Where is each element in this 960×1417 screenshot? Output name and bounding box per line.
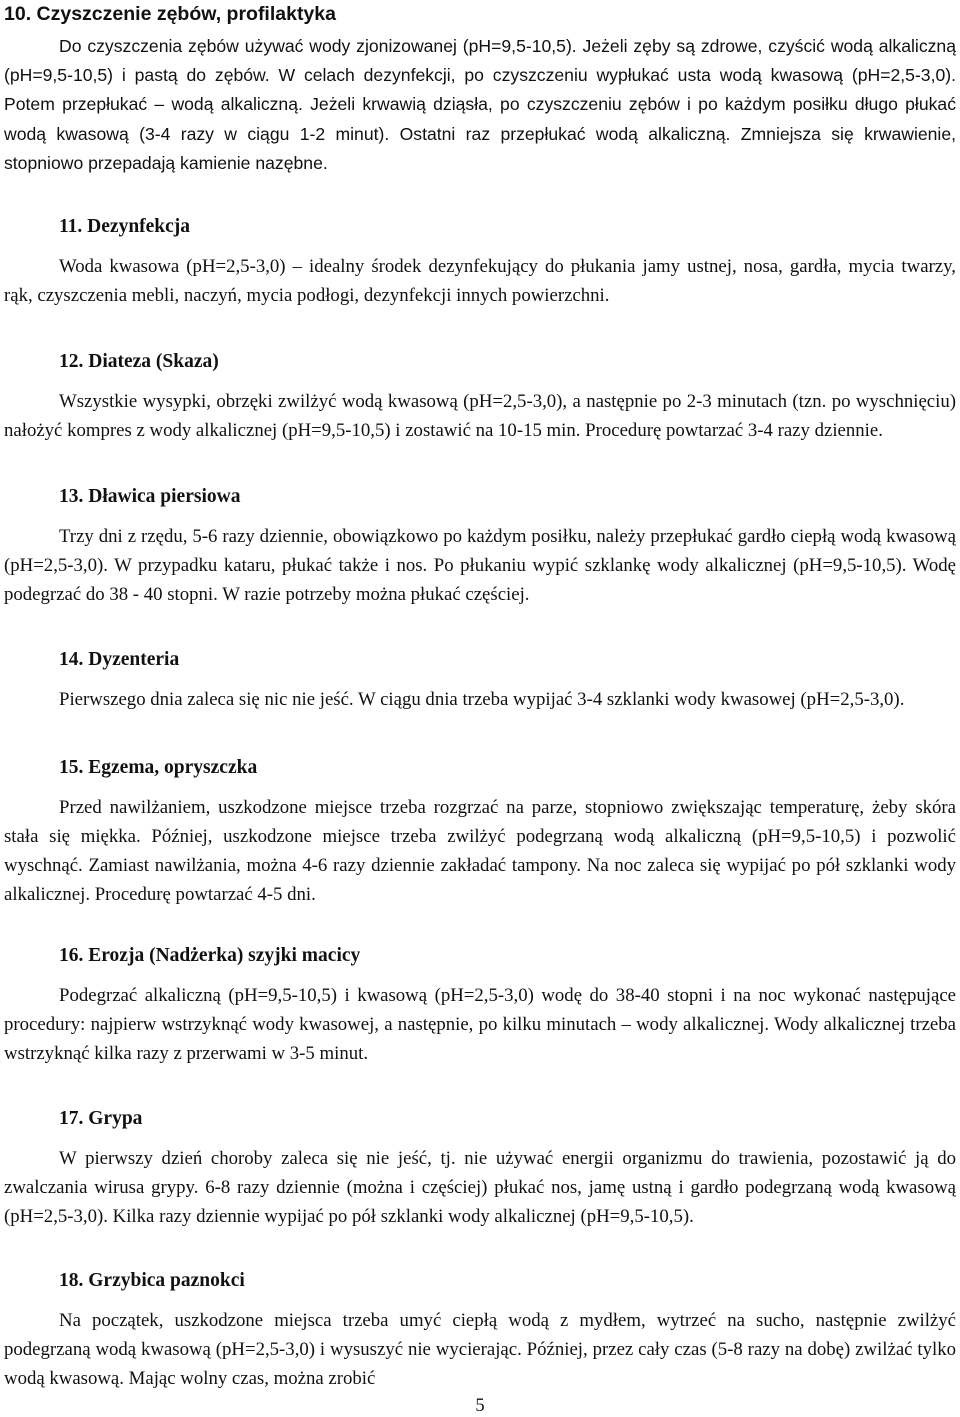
section-title: 11. Dezynfekcja — [59, 216, 191, 237]
section-paragraph: Wszystkie wysypki, obrzęki zwilżyć wodą kwasową (pH=2,5-3,0), a następnie po 2-3 minutach (tzn. po wyschnięciu) nałożyć kompres z wody alkalicznej (pH=9,5-10,5) i zostawić na 10-15 min. Procedurę powtarzać 3-4 razy dziennie. — [4, 391, 956, 441]
section-13 — [4, 484, 956, 610]
section-paragraph: Pierwszego dnia zaleca się nic nie jeść. W ciągu dnia trzeba wypijać 3-4 szklanki wody kwasowej (pH=2,5-3,0). — [59, 689, 905, 710]
section-paragraph: Trzy dni z rzędu, 5-6 razy dziennie, obowiązkowo po każdym posiłku, należy przepłukać gardło ciepłą wodą kwasową (pH=2,5-3,0). W przypadku kataru, płukać także i nos. Po płukaniu wypić szklankę wody alkalicznej (pH=9,5-10,5). Wodę podegrzać do 38 - 40 stopni. W razie potrzeby można płukać częściej. — [4, 526, 956, 605]
section-12 — [4, 349, 956, 446]
section-title: 18. Grzybica paznokci — [59, 1270, 245, 1291]
section-title: 10. Czyszczenie zębów, profilaktyka — [4, 3, 336, 25]
section-paragraph: Podegrzać alkaliczną (pH=9,5-10,5) i kwasową (pH=2,5-3,0) wodę do 38-40 stopni i na noc wykonać następujące procedury: najpierw wstrzyknąć wody kwasowej, a następnie, po kilku minutach – wody alkalicznej. Wody alkalicznej trzeba wstrzyknąć kilka razy z przerwami w 3-5 minut. — [4, 985, 956, 1064]
page-number: 5 — [475, 1396, 485, 1416]
section-paragraph: W pierwszy dzień choroby zaleca się nie jeść, tj. nie używać energii organizmu do trawienia, pozostawić ją do zwalczania wirusa grypy. 6-8 razy dziennie (można i częściej) płukać nos, jamę ustną i gardło podegrzaną wodą kwasową (pH=2,5-3,0). Kilka razy dziennie wypijać po pół szklanki wody alkalicznej (pH=9,5-10,5). — [4, 1148, 956, 1227]
section-title: 17. Grypa — [59, 1108, 143, 1129]
section-title: 15. Egzema, opryszczka — [59, 757, 258, 778]
section-18 — [4, 1268, 956, 1394]
section-title: 14. Dyzenteria — [59, 649, 180, 670]
section-title: 12. Diateza (Skaza) — [59, 351, 219, 372]
section-10 — [4, 0, 956, 178]
section-paragraph: Przed nawilżaniem, uszkodzone miejsce trzeba rozgrzać na parze, stopniowo zwiększając temperaturę, żeby skóra stała się miękka. Później, uszkodzone miejsce trzeba zwilżyć podegrzaną wodą alkaliczną (pH=9,5-10,5) i pozwolić wyschnąć. Zamiast nawilżania, można 4-6 razy dziennie zakładać tampony. Na noc zaleca się wypijać po pół szklanki wody alkalicznej. Procedurę powtarzać 4-5 dni. — [4, 797, 956, 905]
section-title: 16. Erozja (Nadżerka) szyjki macicy — [59, 945, 361, 966]
section-17 — [4, 1106, 956, 1232]
section-15 — [4, 755, 956, 910]
section-paragraph: Do czyszczenia zębów używać wody zjonizowanej (pH=9,5-10,5). Jeżeli zęby są zdrowe, czyścić wodą alkaliczną (pH=9,5-10,5) i pastą do zębów. W celach dezynfekcji, po czyszczeniu wypłukać usta wodą kwasową (pH=2,5-3,0). Potem przepłukać – wodą alkaliczną. Jeżeli krwawią dziąsła, po czyszczeniu zębów i po każdym posiłku długo płukać wodą kwasową (3-4 razy w ciągu 1-2 minut). Ostatni raz przepłukać wodą alkaliczną. Zmniejsza się krwawienie, stopniowo przepadają kamienie nazębne. — [4, 36, 956, 173]
section-14 — [4, 647, 956, 715]
section-paragraph: Woda kwasowa (pH=2,5-3,0) – idealny środek dezynfekujący do płukania jamy ustnej, nosa, gardła, mycia twarzy, rąk, czyszczenia mebli, naczyń, mycia podłogi, dezynfekcji innych powierzchni. — [4, 256, 956, 306]
section-16 — [4, 943, 956, 1069]
section-11 — [4, 214, 956, 311]
section-paragraph: Na początek, uszkodzone miejsca trzeba umyć ciepłą wodą z mydłem, wytrzeć na sucho, następnie zwilżyć podegrzaną wodą kwasową (pH=2,5-3,0) i wysuszyć nie wycierając. Później, przez cały czas (5-8 razy na dobę) zwilżać tylko wodą kwasową. Mając wolny czas, można zrobić — [4, 1310, 956, 1389]
section-title: 13. Dławica piersiowa — [59, 486, 241, 507]
